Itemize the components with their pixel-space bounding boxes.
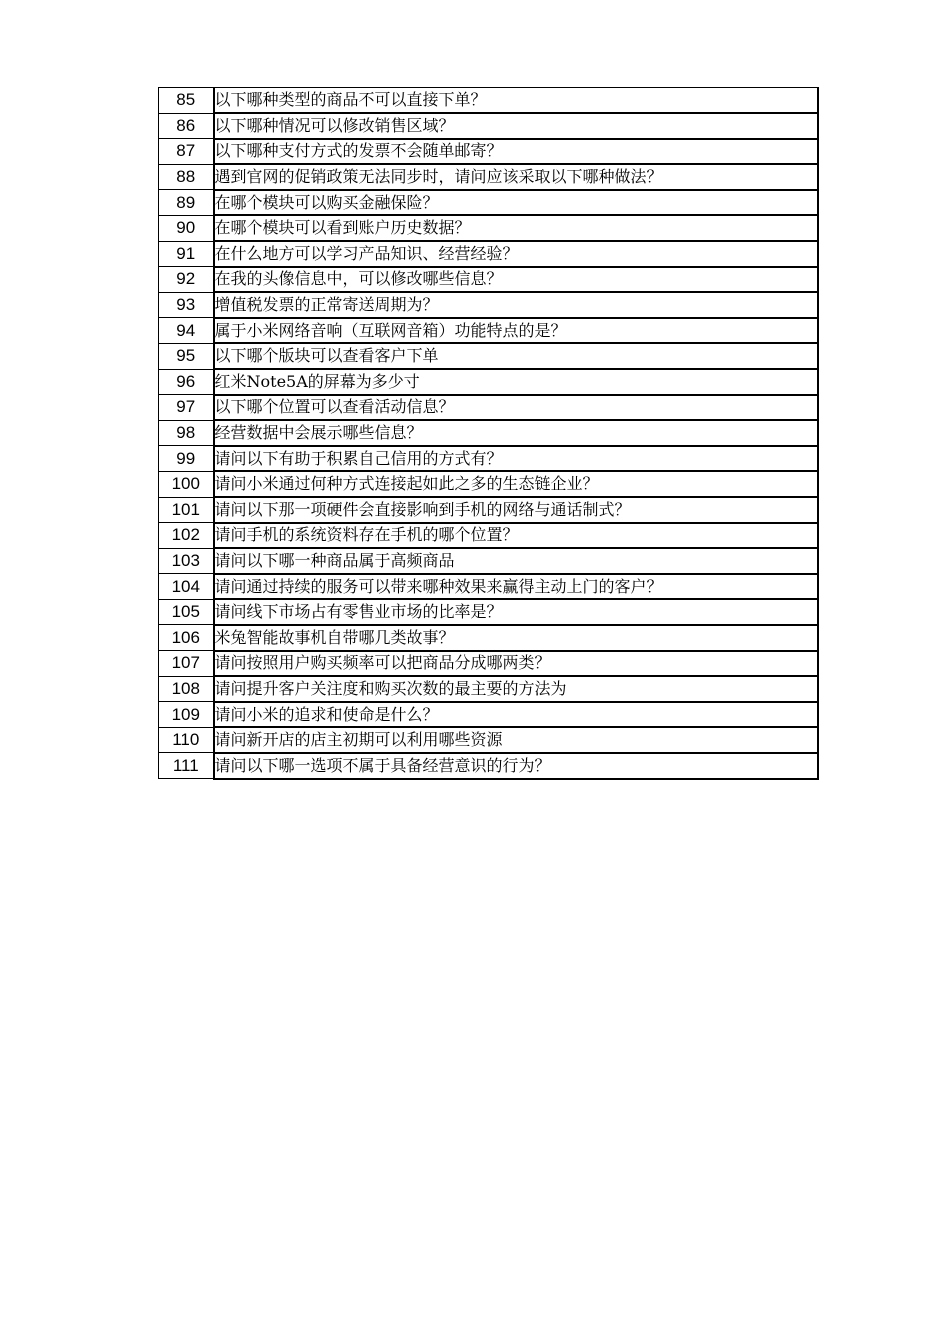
question-number: 102 bbox=[159, 523, 214, 549]
question-number: 103 bbox=[159, 548, 214, 574]
question-text: 在我的头像信息中，可以修改哪些信息？ bbox=[214, 267, 818, 293]
question-text: 以下哪种类型的商品不可以直接下单？ bbox=[214, 88, 818, 114]
table-row bbox=[159, 727, 818, 753]
table-row bbox=[159, 267, 818, 293]
question-number: 97 bbox=[159, 395, 214, 421]
table-row bbox=[159, 651, 818, 677]
table-row bbox=[159, 369, 818, 395]
question-table bbox=[158, 87, 819, 780]
question-text: 在哪个模块可以购买金融保险？ bbox=[214, 190, 818, 216]
question-number: 109 bbox=[159, 702, 214, 728]
question-text: 属于小米网络音响（互联网音箱）功能特点的是？ bbox=[214, 318, 818, 344]
question-text: 请问新开店的店主初期可以利用哪些资源 bbox=[214, 727, 818, 753]
question-number: 98 bbox=[159, 420, 214, 446]
question-text: 以下哪个版块可以查看客户下单 bbox=[214, 343, 818, 369]
question-text: 以下哪种支付方式的发票不会随单邮寄？ bbox=[214, 139, 818, 165]
question-number: 94 bbox=[159, 318, 214, 344]
question-number: 90 bbox=[159, 215, 214, 241]
question-number: 106 bbox=[159, 625, 214, 651]
question-text: 红米Note5A的屏幕为多少寸 bbox=[214, 369, 818, 395]
question-number: 91 bbox=[159, 241, 214, 267]
question-text: 请问小米的追求和使命是什么？ bbox=[214, 702, 818, 728]
question-number: 105 bbox=[159, 599, 214, 625]
question-number: 93 bbox=[159, 292, 214, 318]
question-number: 107 bbox=[159, 651, 214, 677]
question-text: 请问以下哪一选项不属于具备经营意识的行为？ bbox=[214, 753, 818, 779]
question-number: 108 bbox=[159, 676, 214, 702]
table-row bbox=[159, 625, 818, 651]
question-text: 请问按照用户购买频率可以把商品分成哪两类？ bbox=[214, 651, 818, 677]
table-row bbox=[159, 215, 818, 241]
question-text: 以下哪种情况可以修改销售区域？ bbox=[214, 113, 818, 139]
table-row bbox=[159, 702, 818, 728]
question-text: 请问小米通过何种方式连接起如此之多的生态链企业？ bbox=[214, 471, 818, 497]
table-row bbox=[159, 395, 818, 421]
question-number: 87 bbox=[159, 139, 214, 165]
table-row bbox=[159, 343, 818, 369]
question-text: 请问以下那一项硬件会直接影响到手机的网络与通话制式？ bbox=[214, 497, 818, 523]
table-row bbox=[159, 497, 818, 523]
table-row bbox=[159, 471, 818, 497]
table-row bbox=[159, 523, 818, 549]
table-row bbox=[159, 446, 818, 472]
question-number: 100 bbox=[159, 471, 214, 497]
question-text: 请问以下有助于积累自己信用的方式有？ bbox=[214, 446, 818, 472]
question-number: 88 bbox=[159, 164, 214, 190]
question-number: 95 bbox=[159, 343, 214, 369]
question-text: 请问提升客户关注度和购买次数的最主要的方法为 bbox=[214, 676, 818, 702]
question-number: 110 bbox=[159, 727, 214, 753]
question-number: 85 bbox=[159, 88, 214, 114]
question-number: 101 bbox=[159, 497, 214, 523]
table-row bbox=[159, 190, 818, 216]
table-row bbox=[159, 88, 818, 114]
question-text: 请问以下哪一种商品属于高频商品 bbox=[214, 548, 818, 574]
question-table-body bbox=[159, 88, 818, 779]
table-row bbox=[159, 420, 818, 446]
question-number: 99 bbox=[159, 446, 214, 472]
question-number: 104 bbox=[159, 574, 214, 600]
question-text: 请问通过持续的服务可以带来哪种效果来赢得主动上门的客户？ bbox=[214, 574, 818, 600]
table-row bbox=[159, 164, 818, 190]
question-number: 92 bbox=[159, 267, 214, 293]
table-row bbox=[159, 548, 818, 574]
table-row bbox=[159, 676, 818, 702]
table-row bbox=[159, 599, 818, 625]
table-row bbox=[159, 318, 818, 344]
question-text: 请问手机的系统资料存在手机的哪个位置？ bbox=[214, 523, 818, 549]
question-text: 经营数据中会展示哪些信息？ bbox=[214, 420, 818, 446]
question-text: 以下哪个位置可以查看活动信息？ bbox=[214, 395, 818, 421]
question-text: 在什么地方可以学习产品知识、经营经验？ bbox=[214, 241, 818, 267]
table-row bbox=[159, 241, 818, 267]
question-number: 96 bbox=[159, 369, 214, 395]
table-row bbox=[159, 574, 818, 600]
question-text: 遇到官网的促销政策无法同步时，请问应该采取以下哪种做法？ bbox=[214, 164, 818, 190]
question-text: 增值税发票的正常寄送周期为？ bbox=[214, 292, 818, 318]
table-row bbox=[159, 292, 818, 318]
question-text: 米兔智能故事机自带哪几类故事？ bbox=[214, 625, 818, 651]
question-number: 86 bbox=[159, 113, 214, 139]
question-text: 请问线下市场占有零售业市场的比率是？ bbox=[214, 599, 818, 625]
question-text: 在哪个模块可以看到账户历史数据？ bbox=[214, 215, 818, 241]
table-row bbox=[159, 113, 818, 139]
table-row bbox=[159, 139, 818, 165]
question-number: 111 bbox=[159, 753, 214, 779]
table-row bbox=[159, 753, 818, 779]
question-number: 89 bbox=[159, 190, 214, 216]
